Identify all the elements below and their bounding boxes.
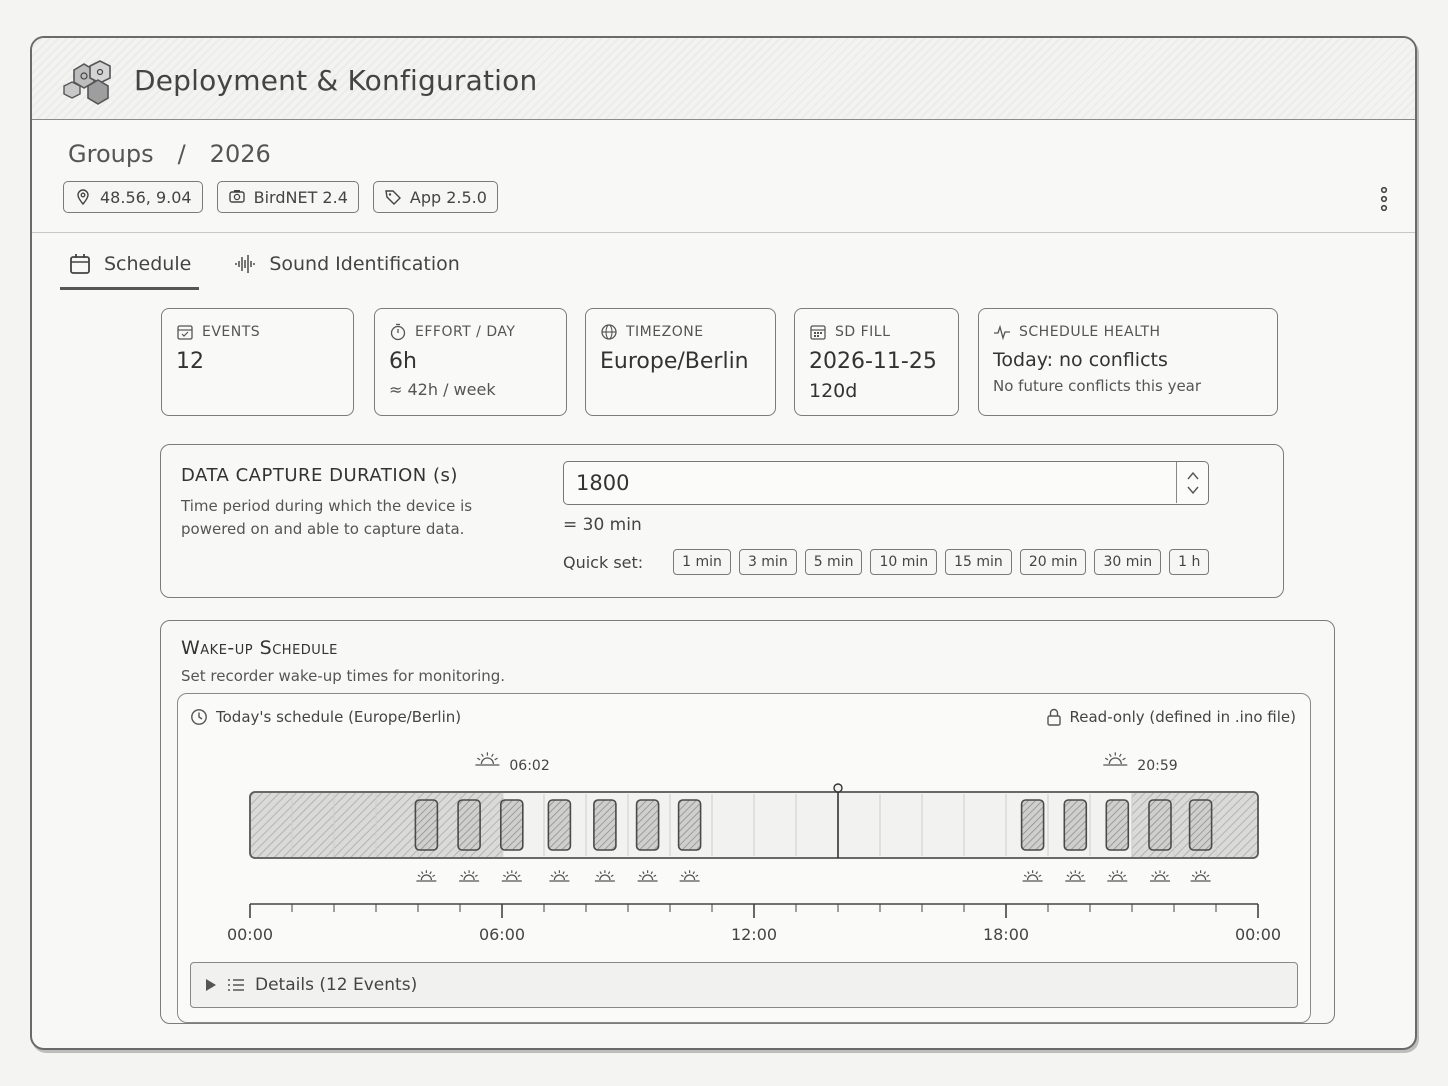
calendar-grid-icon xyxy=(809,323,827,341)
pulse-icon xyxy=(993,323,1011,341)
decrement-arrow-icon[interactable] xyxy=(1187,486,1199,494)
sd-fill-stat-value: 2026-11-25 xyxy=(809,349,937,374)
sun-ray xyxy=(654,875,656,876)
globe-icon xyxy=(600,323,618,341)
sun-ray xyxy=(422,872,423,874)
sun-ray xyxy=(477,758,480,760)
sun-ray xyxy=(643,872,644,874)
sun-ray xyxy=(551,875,553,876)
data-capture-title xyxy=(181,465,458,486)
location-chip xyxy=(63,181,203,213)
tab-sound-identification[interactable] xyxy=(227,248,465,290)
version-chip xyxy=(373,181,498,213)
timezone-stat-label: TIMEZONE xyxy=(626,324,704,340)
readonly-label: Read-only (defined in .ino file) xyxy=(1069,708,1296,726)
location-chip-label: 48.56, 9.04 xyxy=(100,187,192,207)
sun-ray xyxy=(1196,872,1197,874)
sun-ray xyxy=(503,875,505,876)
duration-input-value: 1800 xyxy=(576,471,630,495)
sun-ray xyxy=(1164,872,1165,874)
sun-arc xyxy=(1196,875,1206,880)
timezone-stat-card xyxy=(585,308,776,416)
sun-ray xyxy=(1121,872,1122,874)
wakeup-event-block[interactable] xyxy=(637,800,659,850)
sun-ray xyxy=(473,872,474,874)
effort-stat-card xyxy=(374,308,567,416)
event-sun-icon xyxy=(680,870,700,881)
sun-ray xyxy=(1024,875,1026,876)
axis-tick-label: 12:00 xyxy=(730,925,778,944)
event-sun-icon xyxy=(638,870,658,881)
quick-set-row xyxy=(563,549,1209,575)
duration-spinner xyxy=(1176,462,1208,503)
sun-ray xyxy=(651,872,652,874)
title-bar xyxy=(32,38,1415,120)
sun-ray xyxy=(1192,875,1194,876)
sun-ray xyxy=(1120,754,1122,757)
sun-ray xyxy=(1166,875,1168,876)
sunset-time-label: 20:59 xyxy=(1137,758,1178,774)
calendar-icon xyxy=(68,252,92,276)
quick-set-1min-button[interactable]: 1 min xyxy=(673,549,731,575)
sun-ray xyxy=(1105,758,1108,760)
sun-ray xyxy=(611,875,613,876)
wakeup-event-block[interactable] xyxy=(458,800,480,850)
data-capture-title-text: DATA CAPTURE DURATION xyxy=(181,465,427,486)
sun-arc xyxy=(600,875,610,880)
sun-ray xyxy=(461,875,463,876)
sd-fill-stat-card xyxy=(794,308,959,416)
event-sun-icon xyxy=(1107,870,1127,881)
health-stat-label: SCHEDULE HEALTH xyxy=(1019,324,1161,340)
model-chip xyxy=(217,181,359,213)
data-capture-unit: (s) xyxy=(433,465,458,486)
health-stat-value: Today: no conflicts xyxy=(993,349,1168,371)
model-chip-label: BirdNET 2.4 xyxy=(253,187,348,207)
meta-chips xyxy=(63,181,498,213)
wakeup-event-block[interactable] xyxy=(1022,800,1044,850)
app-logo-icon xyxy=(60,56,116,106)
sun-ray xyxy=(596,875,598,876)
sun-arc xyxy=(1155,875,1165,880)
today-schedule-panel xyxy=(177,693,1311,1023)
event-sun-icon xyxy=(1023,870,1043,881)
more-options-icon[interactable] xyxy=(1379,186,1389,212)
wakeup-event-block[interactable] xyxy=(594,800,616,850)
breadcrumb-groups-link[interactable]: Groups xyxy=(68,140,154,168)
sunrise-time-label: 06:02 xyxy=(509,758,550,774)
wakeup-event-block[interactable] xyxy=(1106,800,1128,850)
sun-arc xyxy=(464,875,474,880)
sun-arc xyxy=(1112,875,1122,880)
sun-ray xyxy=(432,875,434,876)
wakeup-event-block[interactable] xyxy=(1190,800,1212,850)
breadcrumb xyxy=(68,140,271,168)
sd-fill-stat-label: SD FILL xyxy=(835,324,891,340)
wakeup-event-block[interactable] xyxy=(1149,800,1171,850)
sun-arc xyxy=(421,875,431,880)
sun-arc xyxy=(643,875,653,880)
increment-arrow-icon[interactable] xyxy=(1187,472,1199,480)
header-divider xyxy=(32,232,1415,233)
event-sun-icon xyxy=(549,870,569,881)
sun-ray xyxy=(639,875,641,876)
quick-set-1h-button[interactable]: 1 h xyxy=(1169,549,1209,575)
location-pin-icon xyxy=(74,188,92,206)
wakeup-event-block[interactable] xyxy=(679,800,701,850)
sunrise-icon xyxy=(475,752,499,765)
sunset-icon xyxy=(1103,752,1127,765)
duration-input[interactable] xyxy=(563,461,1209,505)
sun-arc xyxy=(1109,758,1121,764)
schedule-health-stat-card xyxy=(978,308,1278,416)
app-window xyxy=(30,36,1417,1050)
sun-ray xyxy=(600,872,601,874)
health-stat-sub: No future conflicts this year xyxy=(993,377,1202,395)
event-sun-icon xyxy=(416,870,436,881)
sun-arc xyxy=(685,875,695,880)
timezone-stat-value: Europe/Berlin xyxy=(600,349,749,374)
details-label: Details (12 Events) xyxy=(255,975,418,995)
data-capture-description: Time period during which the device is powered on and able to capture data. xyxy=(181,497,473,538)
quick-set-20min-button[interactable]: 20 min xyxy=(1020,549,1087,575)
list-icon xyxy=(227,977,245,993)
quick-set-15min-button[interactable]: 15 min xyxy=(945,549,1012,575)
tag-icon xyxy=(384,188,402,206)
sun-ray xyxy=(1039,875,1041,876)
sun-ray xyxy=(1123,758,1126,760)
wakeup-subtitle: Set recorder wake-up times for monitoring. xyxy=(181,667,506,685)
tab-sound-label: Sound Identification xyxy=(269,253,460,275)
waveform-icon xyxy=(233,252,257,276)
sun-ray xyxy=(685,872,686,874)
quick-set-5min-button[interactable]: 5 min xyxy=(805,549,863,575)
event-sun-icon xyxy=(1191,870,1211,881)
wakeup-title: Wake-up Schedule xyxy=(181,637,338,659)
axis-tick-label: 00:00 xyxy=(1234,925,1282,944)
sun-ray xyxy=(1155,872,1156,874)
quick-set-10min-button[interactable]: 10 min xyxy=(870,549,937,575)
details-expander[interactable] xyxy=(190,962,1298,1008)
events-stat-label: EVENTS xyxy=(202,324,261,340)
wakeup-event-block[interactable] xyxy=(548,800,570,850)
duration-equivalent: = 30 min xyxy=(563,515,642,535)
data-capture-card xyxy=(160,444,1284,598)
sun-ray xyxy=(1070,872,1071,874)
wakeup-event-block[interactable] xyxy=(415,800,437,850)
version-chip-label: App 2.5.0 xyxy=(409,187,487,207)
event-sun-icon xyxy=(502,870,522,881)
sun-arc xyxy=(507,875,517,880)
axis-tick-label: 00:00 xyxy=(226,925,274,944)
event-sun-icon xyxy=(1065,870,1085,881)
calendar-check-icon xyxy=(176,323,194,341)
sun-ray xyxy=(492,754,494,757)
tab-schedule[interactable] xyxy=(62,248,197,290)
wakeup-event-block[interactable] xyxy=(501,800,523,850)
breadcrumb-separator: / xyxy=(177,140,186,168)
sun-arc xyxy=(481,758,493,764)
events-stat-card xyxy=(161,308,354,416)
sun-ray xyxy=(608,872,609,874)
sun-ray xyxy=(1081,875,1083,876)
app-title: Deployment & Konfiguration xyxy=(134,64,538,97)
sun-arc xyxy=(1070,875,1080,880)
sd-fill-stat-sub: 120d xyxy=(809,380,858,402)
event-sun-icon xyxy=(459,870,479,881)
current-time-marker-knob xyxy=(834,784,842,792)
sun-ray xyxy=(565,875,567,876)
sun-ray xyxy=(515,872,516,874)
sun-ray xyxy=(1204,872,1205,874)
sun-ray xyxy=(555,872,556,874)
tab-schedule-label: Schedule xyxy=(104,253,192,275)
wakeup-schedule-card xyxy=(160,620,1335,1024)
axis-tick-label: 18:00 xyxy=(982,925,1030,944)
sun-ray xyxy=(1109,875,1111,876)
sun-ray xyxy=(1152,875,1154,876)
sun-ray xyxy=(696,875,698,876)
quick-set-30min-button[interactable]: 30 min xyxy=(1094,549,1161,575)
sun-ray xyxy=(681,875,683,876)
events-stat-value: 12 xyxy=(176,349,204,374)
schedule-timeline xyxy=(178,724,1312,974)
sun-ray xyxy=(507,872,508,874)
quick-set-3min-button[interactable]: 3 min xyxy=(739,549,797,575)
sun-ray xyxy=(1079,872,1080,874)
sun-ray xyxy=(1036,872,1037,874)
chip-icon xyxy=(228,188,246,206)
tab-bar xyxy=(62,248,466,290)
breadcrumb-current: 2026 xyxy=(209,140,271,168)
sun-ray xyxy=(482,754,484,757)
sun-ray xyxy=(1028,872,1029,874)
event-sun-icon xyxy=(595,870,615,881)
quick-set-label: Quick set: xyxy=(563,552,644,572)
sun-ray xyxy=(495,758,498,760)
sun-ray xyxy=(1123,875,1125,876)
effort-stat-label: EFFORT / DAY xyxy=(415,324,516,340)
sun-ray xyxy=(475,875,477,876)
effort-stat-value: 6h xyxy=(389,349,417,374)
sun-ray xyxy=(693,872,694,874)
sun-ray xyxy=(518,875,520,876)
sun-ray xyxy=(563,872,564,874)
sun-ray xyxy=(1067,875,1069,876)
wakeup-event-block[interactable] xyxy=(1064,800,1086,850)
sun-ray xyxy=(1112,872,1113,874)
sun-ray xyxy=(1207,875,1209,876)
today-schedule-label: Today's schedule (Europe/Berlin) xyxy=(216,708,462,726)
event-sun-icon xyxy=(1150,870,1170,881)
axis-tick-label: 06:00 xyxy=(478,925,526,944)
expand-triangle-icon xyxy=(205,978,217,992)
sun-ray xyxy=(464,872,465,874)
sun-ray xyxy=(1109,754,1111,757)
sun-ray xyxy=(430,872,431,874)
sun-arc xyxy=(554,875,564,880)
effort-stat-sub: ≈ 42h / week xyxy=(389,380,496,399)
sun-ray xyxy=(418,875,420,876)
stopwatch-icon xyxy=(389,323,407,341)
sun-arc xyxy=(1028,875,1038,880)
